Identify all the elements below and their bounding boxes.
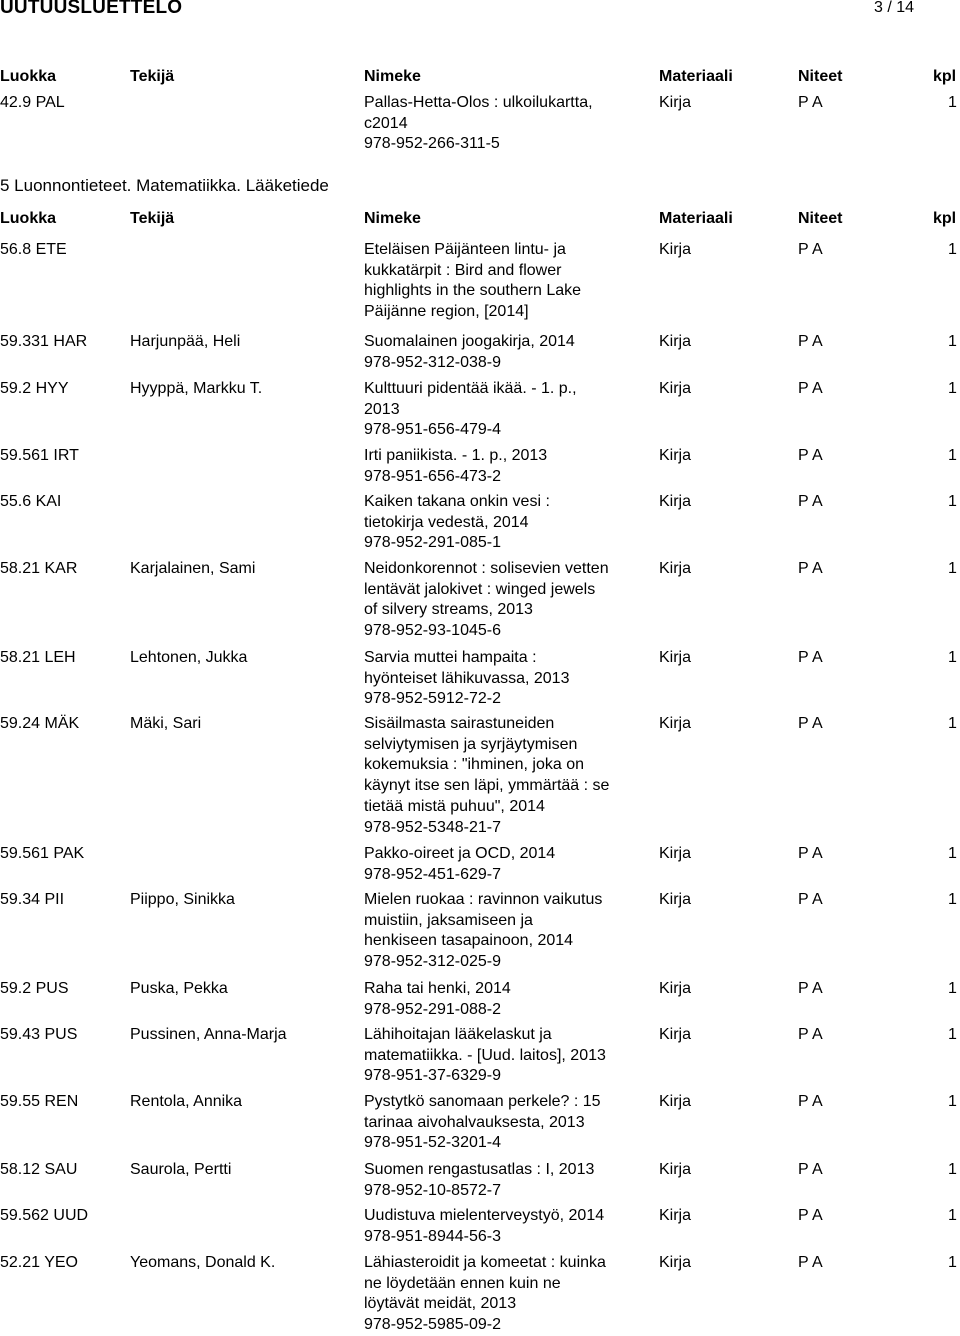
nimeke-line: Sarvia muttei hampaita : [364, 649, 537, 666]
nimeke-line: Irti paniikista. - 1. p., 2013 [364, 447, 548, 464]
luokka-cell: 59.55 REN [0, 1093, 79, 1110]
nimeke-line: Mielen ruokaa : ravinnon vaikutus [364, 891, 603, 908]
luokka-cell: 59.562 UUD [0, 1207, 89, 1224]
nimeke-line: matematiikka. - [Uud. laitos], 2013 [364, 1046, 606, 1064]
nimeke-line: henkiseen tasapainoon, 2014 [364, 932, 574, 950]
header-tekija: Tekijä [130, 68, 175, 85]
nimeke-line: 2013 [364, 400, 400, 418]
nimeke-line: Eteläisen Päijänteen lintu- ja [364, 241, 566, 258]
materiaali-cell: Kirja [659, 560, 692, 577]
kpl-cell: 1 [948, 715, 957, 732]
tekija-cell: Rentola, Annika [130, 1093, 243, 1110]
nimeke-line: 978-952-93-1045-6 [364, 622, 501, 640]
tekija-cell: Hyyppä, Markku T. [130, 380, 263, 397]
nimeke-line: käynyt itse sen läpi, ymmärtää : se [364, 777, 610, 795]
materiaali-cell: Kirja [659, 94, 692, 111]
materiaali-cell: Kirja [659, 493, 692, 510]
header-tekija: Tekijä [130, 210, 175, 227]
nimeke-line: 978-952-291-088-2 [364, 1000, 501, 1018]
tekija-cell: Harjunpää, Heli [130, 333, 241, 350]
nimeke-line: 978-951-8944-56-3 [364, 1227, 501, 1245]
kpl-cell: 1 [948, 1207, 957, 1224]
nimeke-line: Uudistuva mielenterveystyö, 2014 [364, 1207, 605, 1224]
nimeke-line: hyönteiset lähikuvassa, 2013 [364, 669, 570, 687]
nimeke-line: 978-952-5912-72-2 [364, 690, 501, 708]
niteet-cell: P A [798, 241, 823, 258]
nimeke-cell [364, 332, 629, 373]
header-kpl: kpl [933, 210, 957, 227]
luokka-cell: 59.24 MÄK [0, 715, 80, 732]
nimeke-line: Pallas-Hetta-Olos : ulkoilukartta, [364, 94, 593, 111]
materiaali-cell: Kirja [659, 891, 692, 908]
nimeke-line: tietokirja vedestä, 2014 [364, 513, 529, 531]
luokka-cell: 59.561 PAK [0, 845, 85, 862]
materiaali-cell: Kirja [659, 333, 692, 350]
materiaali-cell: Kirja [659, 1161, 692, 1178]
tekija-cell: Saurola, Pertti [130, 1161, 232, 1178]
tekija-cell: Yeomans, Donald K. [130, 1254, 276, 1271]
niteet-cell: P A [798, 560, 823, 577]
niteet-cell: P A [798, 1207, 823, 1224]
tekija-cell: Pussinen, Anna-Marja [130, 1026, 287, 1043]
header-luokka: Luokka [0, 210, 57, 227]
niteet-cell: P A [798, 891, 823, 908]
materiaali-cell: Kirja [659, 1093, 692, 1110]
kpl-cell: 1 [948, 649, 957, 666]
luokka-cell: 55.6 KAI [0, 493, 62, 510]
nimeke-cell [364, 93, 629, 155]
nimeke-line: 978-952-5348-21-7 [364, 818, 501, 836]
nimeke-cell [364, 240, 629, 323]
niteet-cell: P A [798, 493, 823, 510]
kpl-cell: 1 [948, 380, 957, 397]
section-title: 5 Luonnontieteet. Matematiikka. Lääketiede [0, 176, 329, 195]
header-nimeke: Nimeke [364, 210, 421, 227]
nimeke-line: Suomen rengastusatlas : I, 2013 [364, 1161, 595, 1178]
luokka-cell: 59.331 HAR [0, 333, 88, 350]
luokka-cell: 58.12 SAU [0, 1161, 78, 1178]
nimeke-line: Päijänne region, [2014] [364, 303, 529, 321]
luokka-cell: 59.34 PII [0, 891, 65, 908]
luokka-cell: 59.2 HYY [0, 380, 69, 397]
kpl-cell: 1 [948, 1254, 957, 1271]
materiaali-cell: Kirja [659, 1026, 692, 1043]
kpl-cell: 1 [948, 1093, 957, 1110]
materiaali-cell: Kirja [659, 1254, 692, 1271]
niteet-cell: P A [798, 1093, 823, 1110]
kpl-cell: 1 [948, 980, 957, 997]
page-title: UUTUUSLUETTELO [0, 0, 183, 18]
nimeke-line: 978-952-312-025-9 [364, 953, 501, 971]
materiaali-cell: Kirja [659, 980, 692, 997]
nimeke-line: 978-952-5985-09-2 [364, 1316, 501, 1334]
niteet-cell: P A [798, 1254, 823, 1271]
header-materiaali: Materiaali [659, 210, 733, 227]
kpl-cell: 1 [948, 241, 957, 258]
niteet-cell: P A [798, 845, 823, 862]
nimeke-line: selviytymisen ja syrjäytymisen [364, 735, 578, 753]
kpl-cell: 1 [948, 845, 957, 862]
nimeke-line: 978-952-451-629-7 [364, 865, 501, 883]
nimeke-cell [364, 559, 629, 642]
nimeke-line: 978-951-656-473-2 [364, 467, 501, 485]
luokka-cell: 59.43 PUS [0, 1026, 78, 1043]
niteet-cell: P A [798, 447, 823, 464]
kpl-cell: 1 [948, 493, 957, 510]
nimeke-line: kukkatärpit : Bird and flower [364, 261, 562, 279]
header-materiaali: Materiaali [659, 68, 733, 85]
nimeke-line: Kulttuuri pidentää ikää. - 1. p., [364, 380, 577, 397]
nimeke-cell [364, 1092, 629, 1154]
nimeke-line: tietää mistä puhuu", 2014 [364, 797, 545, 815]
kpl-cell: 1 [948, 891, 957, 908]
materiaali-cell: Kirja [659, 845, 692, 862]
kpl-cell: 1 [948, 94, 957, 111]
nimeke-cell [364, 1025, 629, 1087]
nimeke-line: Pystytkö sanomaan perkele? : 15 [364, 1093, 601, 1110]
tekija-cell: Karjalainen, Sami [130, 560, 256, 577]
nimeke-cell [364, 446, 629, 487]
header-kpl: kpl [933, 68, 957, 85]
nimeke-line: Lähiasteroidit ja komeetat : kuinka [364, 1254, 606, 1271]
page-number: 3 / 14 [873, 0, 914, 16]
table-header [0, 68, 960, 90]
nimeke-line: muistiin, jaksamiseen ja [364, 911, 533, 929]
kpl-cell: 1 [948, 1026, 957, 1043]
kpl-cell: 1 [948, 1161, 957, 1178]
nimeke-line: 978-951-37-6329-9 [364, 1067, 501, 1085]
tekija-cell: Mäki, Sari [130, 715, 202, 732]
nimeke-line: highlights in the southern Lake [364, 282, 582, 300]
kpl-cell: 1 [948, 333, 957, 350]
niteet-cell: P A [798, 980, 823, 997]
nimeke-cell [364, 890, 629, 973]
materiaali-cell: Kirja [659, 241, 692, 258]
nimeke-cell [364, 648, 629, 710]
nimeke-cell [364, 979, 629, 1020]
luokka-cell: 58.21 KAR [0, 560, 78, 577]
luokka-cell: 59.561 IRT [0, 447, 79, 464]
nimeke-line: Pakko-oireet ja OCD, 2014 [364, 845, 556, 862]
header-nimeke: Nimeke [364, 68, 421, 85]
nimeke-line: 978-952-10-8572-7 [364, 1181, 501, 1199]
nimeke-line: 978-951-656-479-4 [364, 421, 501, 439]
materiaali-cell: Kirja [659, 649, 692, 666]
tekija-cell: Piippo, Sinikka [130, 891, 235, 908]
nimeke-line: 978-952-312-038-9 [364, 353, 501, 371]
materiaali-cell: Kirja [659, 380, 692, 397]
nimeke-line: Sisäilmasta sairastuneiden [364, 715, 555, 732]
nimeke-line: 978-951-52-3201-4 [364, 1134, 501, 1152]
nimeke-cell [364, 1160, 629, 1201]
header-niteet: Niteet [798, 210, 843, 227]
nimeke-cell [364, 379, 629, 441]
nimeke-line: c2014 [364, 114, 408, 132]
nimeke-line: tarinaa aivohalvauksesta, 2013 [364, 1113, 585, 1131]
luokka-cell: 52.21 YEO [0, 1254, 78, 1271]
nimeke-line: Lähihoitajan lääkelaskut ja [364, 1026, 552, 1043]
materiaali-cell: Kirja [659, 715, 692, 732]
nimeke-line: 978-952-291-085-1 [364, 534, 501, 552]
luokka-cell: 59.2 PUS [0, 980, 69, 997]
nimeke-line: lentävät jalokivet : winged jewels [364, 580, 596, 598]
materiaali-cell: Kirja [659, 1207, 692, 1224]
tekija-cell: Lehtonen, Jukka [130, 649, 248, 666]
niteet-cell: P A [798, 1026, 823, 1043]
nimeke-line: Suomalainen joogakirja, 2014 [364, 333, 575, 350]
nimeke-cell [364, 1206, 629, 1247]
niteet-cell: P A [798, 649, 823, 666]
kpl-cell: 1 [948, 447, 957, 464]
nimeke-line: kokemuksia : "ihminen, joka on [364, 756, 585, 774]
niteet-cell: P A [798, 94, 823, 111]
nimeke-line: Neidonkorennot : solisevien vetten [364, 560, 609, 577]
nimeke-line: löytävät meidät, 2013 [364, 1295, 517, 1313]
nimeke-cell [364, 1253, 629, 1336]
tekija-cell: Puska, Pekka [130, 980, 228, 997]
materiaali-cell: Kirja [659, 447, 692, 464]
nimeke-line: of silvery streams, 2013 [364, 601, 533, 619]
niteet-cell: P A [798, 380, 823, 397]
luokka-cell: 56.8 ETE [0, 241, 67, 258]
niteet-cell: P A [798, 333, 823, 350]
nimeke-line: 978-952-266-311-5 [364, 135, 500, 153]
niteet-cell: P A [798, 715, 823, 732]
kpl-cell: 1 [948, 560, 957, 577]
nimeke-cell [364, 492, 629, 554]
luokka-cell: 42.9 PAL [0, 94, 65, 111]
header-niteet: Niteet [798, 68, 843, 85]
table-header-2 [0, 210, 960, 232]
niteet-cell: P A [798, 1161, 823, 1178]
nimeke-cell [364, 844, 629, 885]
nimeke-line: Kaiken takana onkin vesi : [364, 493, 550, 510]
nimeke-line: ne löydetään ennen kuin ne [364, 1274, 561, 1292]
luokka-cell: 58.21 LEH [0, 649, 76, 666]
nimeke-cell [364, 714, 629, 838]
nimeke-line: Raha tai henki, 2014 [364, 980, 511, 997]
header-luokka: Luokka [0, 68, 57, 85]
